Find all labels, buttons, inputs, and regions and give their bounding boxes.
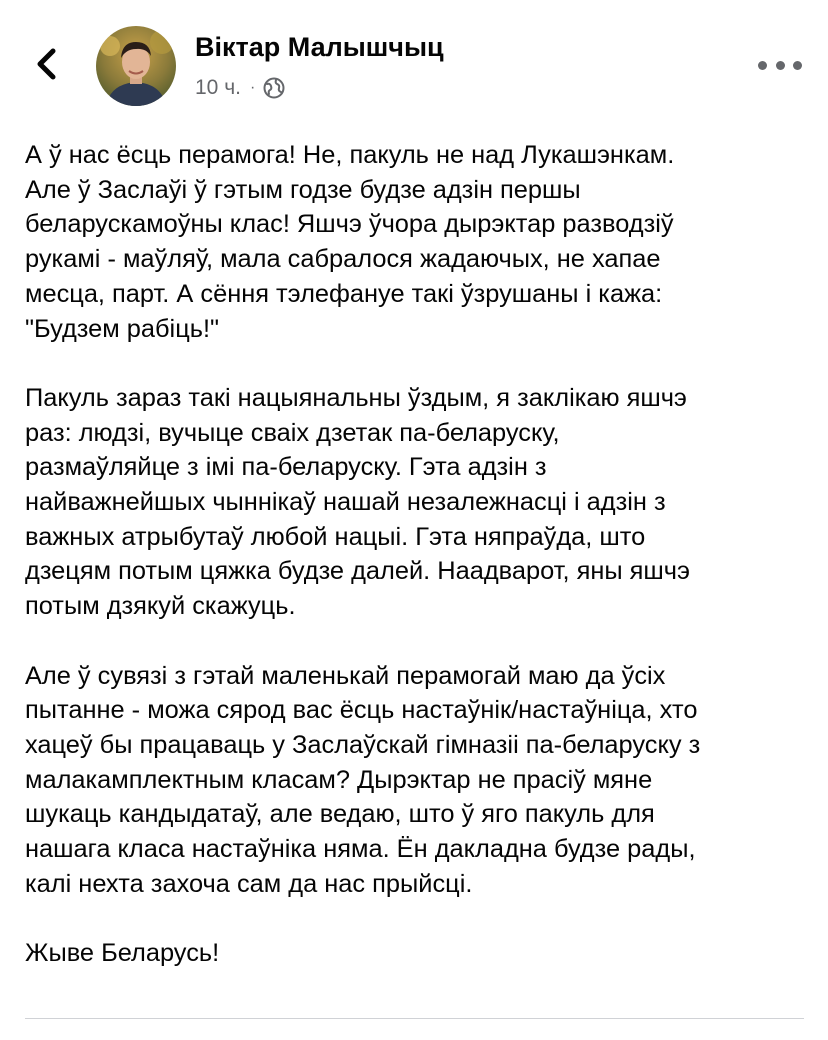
post-timestamp[interactable]: 10 ч. [195,76,241,99]
meta-separator: · [249,79,256,96]
post-paragraph: А ў нас ёсць перамога! Не, пакуль не над Лукашэнкам. Але ў Заслаўі ў гэтым годзе будзе адзін першы беларускамоўны клас! Яшчэ ўчора дырэктар разводзіў рукамі - маўляў, мала сабралося жадаючых, не хапае месца, парт. А сёння тэлефануе такі ўзрушаны і кажа: "Будзем рабіць!" [25,141,675,343]
post-divider [25,1018,804,1019]
author-name[interactable]: Віктар Малышчыц [195,32,444,62]
post-text [25,138,815,971]
chevron-left-icon [26,42,70,86]
post-paragraph: Але ў сувязі з гэтай маленькай перамогай маю да ўсіх пытанне - можа сярод вас ёсць настаўнік/настаўніца, хто хацеў бы працаваць у Заслаўскай гімназіі па-беларуску з малакамплектным класам? Дырэктар не прасіў мяне шукаць кандыдатаў, але ведаю, што ў яго пакуль для нашага класа настаўніка няма. Ён дакладна будзе рады, калі нехта захоча сам да нас прыйсці. [25,661,701,898]
more-dot-icon [776,61,785,70]
globe-icon[interactable] [263,77,285,99]
post-paragraph: Жыве Беларусь! [25,939,220,968]
more-dot-icon [758,61,767,70]
post-paragraph: Пакуль зараз такі нацыянальны ўздым, я заклікаю яшчэ раз: людзі, вучыце сваіх дзетак па-беларуску, размаўляйце з імі па-беларуску. Гэта адзін з найважнейшых чыннікаў нашай незалежнасці і адзін з важных атрыбутаў любой нацыі. Гэта няпраўда, што дзецям потым цяжка будзе далей. Наадварот, яны яшчэ потым дзякуй скажуць. [25,383,690,621]
more-dot-icon [793,61,802,70]
author-avatar[interactable] [96,26,176,106]
avatar-photo [96,26,176,106]
post-header [0,0,828,118]
more-options-button[interactable] [758,50,802,80]
back-button[interactable] [26,42,70,86]
post-meta [195,74,285,102]
